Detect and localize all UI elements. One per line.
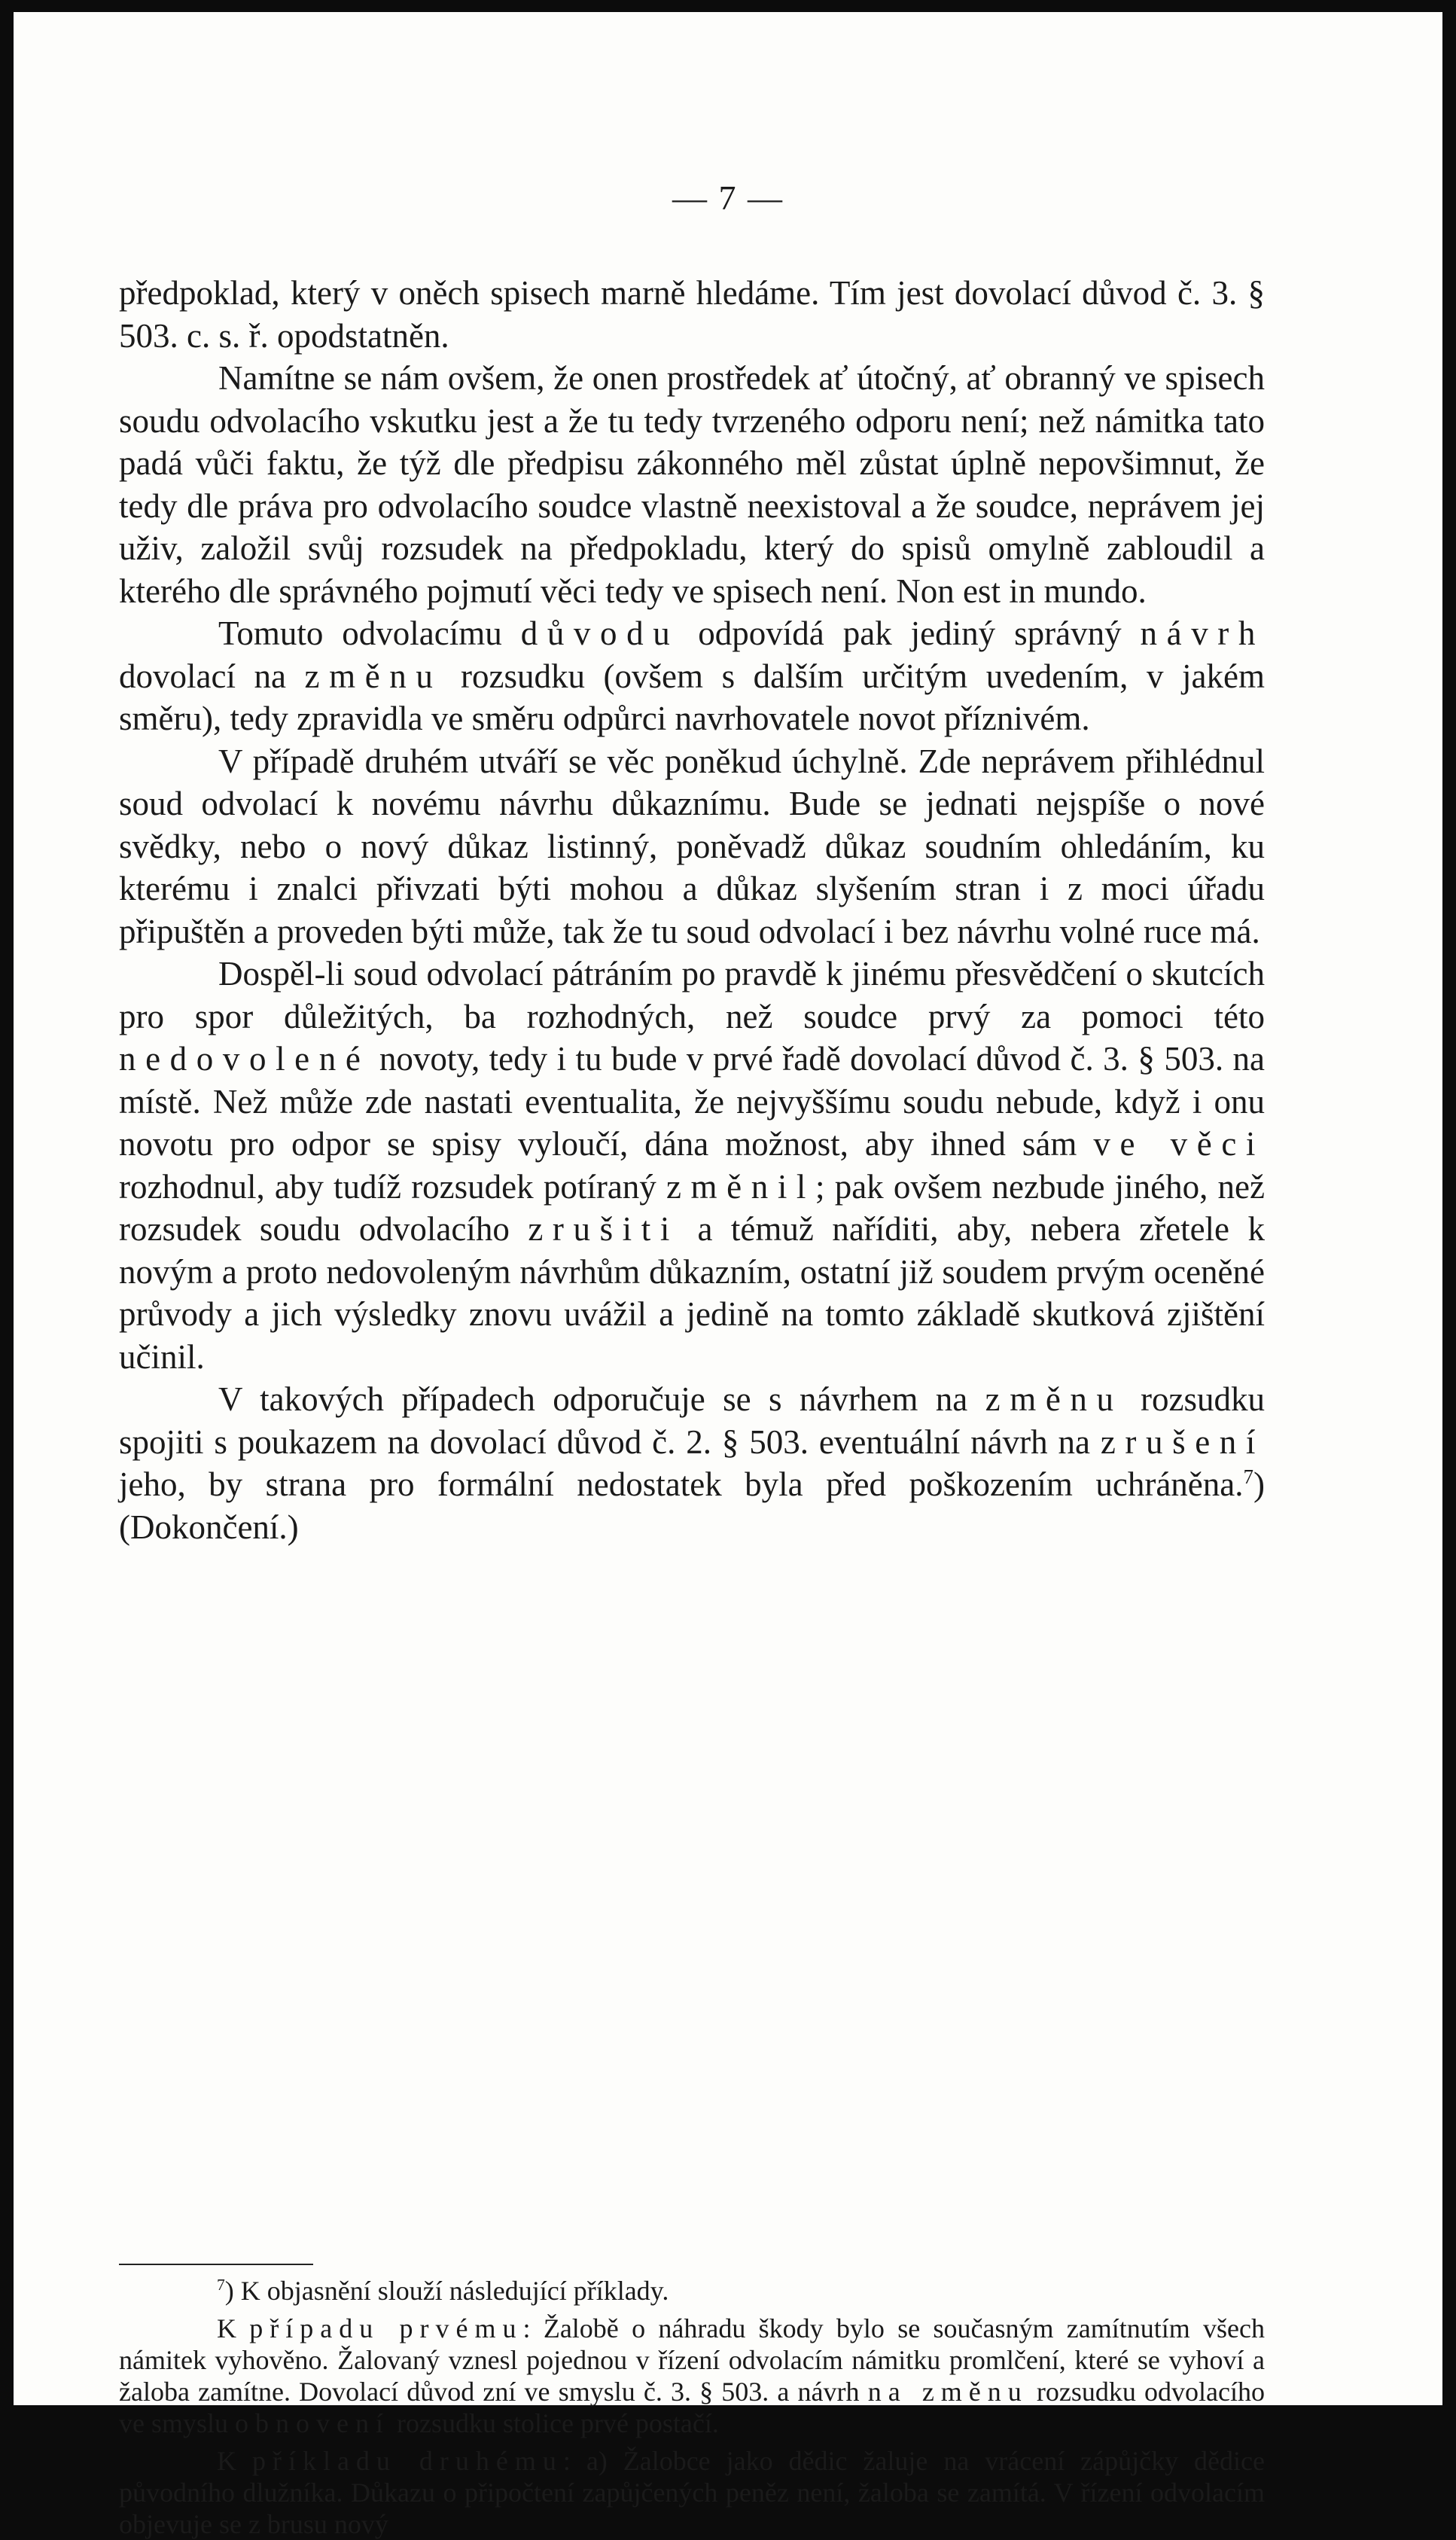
text-run: V případě druhém utváří se věc poněkud úchylně. Zde neprávem přihlédnul soud odvolací k novému návrhu důkaznímu. Bude se jednati nejspíše o nové svědky, nebo o nový důkaz listinný, poněvadž důkaz soudním ohledáním, ku kterému i znalci přivzati býti mohou a důkaz slyšením stran i z moci úřadu připuštěn a proveden býti může, tak že tu soud odvolací i bez návrhu volné ruce má. [119, 742, 1265, 950]
text-run: : Žalobě o náhradu škody bylo se současným zamítnutím všech námitek vyhověno. Žalovaný vznesl pojednou v řízení odvolacím námitku promlčení, které se vyhoví a žaloba zamítne. Dovolací důvod zní ve smyslu č. 3. § 503. a návrh [119, 2313, 1266, 2407]
body-text [119, 272, 1265, 1548]
text-run: ) K objasnění slouží následující příklady. [224, 2276, 669, 2306]
book-page [14, 12, 1442, 2539]
footnote-marker: 7 [1243, 1465, 1253, 1488]
spaced-emphasis: důvodu [520, 614, 680, 652]
spaced-emphasis: změnil [666, 1167, 816, 1206]
spaced-emphasis: zrušení [1100, 1422, 1265, 1461]
paragraph [119, 1378, 1265, 1548]
page-number: — 7 — [672, 178, 784, 217]
text-run: a témuž naříditi, aby, nebera zřetele k novým a proto nedovoleným návrhům důkazním, ostatní již soudem prvým oceněné průvody a jich výsledky znovu uvážil a jedině na tomto základě skutková zjištění učinil. [119, 1210, 1265, 1376]
footnotes [119, 2275, 1265, 2540]
footnote-paragraph [119, 2275, 1265, 2307]
spaced-emphasis: na změnu [867, 2377, 1028, 2407]
text-run: ) (Dokončení.) [119, 1465, 1265, 1546]
footnote-paragraph [119, 2445, 1265, 2540]
spaced-emphasis: změnu [985, 1380, 1123, 1418]
text-run: rozsudku odvolacího ve smyslu [119, 2377, 1266, 2438]
paragraph [119, 740, 1265, 953]
spaced-emphasis: změnu [304, 657, 443, 695]
text-run: rozsudku spojiti s poukazem na dovolací důvod č. 2. § 503. eventuální návrh na [119, 1380, 1265, 1461]
paragraph [119, 357, 1265, 612]
text-run: rozsudku stolice prvé postačí. [390, 2408, 719, 2438]
text-run: Tomuto odvolacímu [218, 614, 521, 652]
spaced-emphasis: příkladu druhému [251, 2446, 563, 2476]
footnote-marker: 7 [217, 2276, 225, 2294]
text-run: Namítne se nám ovšem, že onen prostředek ať útočný, ať obranný ve spisech soudu odvolacího vskutku jest a že tu tedy tvrzeného odporu není; než námitka tato padá vůči faktu, že týž dle předpisu zákonného měl zůstat úplně nepovšimnut, že tedy dle práva pro odvolacího soudce vlastně neexistoval a že soudce, neprávem jej uživ, založil svůj rozsudek na předpokladu, který do spisů omylně zabloudil a kterého dle správného pojmutí věci tedy ve spisech není. Non est in mundo. [119, 359, 1265, 610]
text-run: odpovídá pak jediný správný [679, 614, 1141, 652]
text-run: : a) Žalobce jako dědic žaluje na vrácení zápůjčky dědice původního dlužníka. Důkazu o připočtení zapůjčených peněz není, žaloba se zamítá. V řízení odvolacím objevuje se z brusu nový [119, 2446, 1265, 2539]
text-run: Dospěl-li soud odvolací pátráním po pravdě k jinému přesvědčení o skutcích pro spor důležitých, ba rozhodných, než soudce prvý za pomoci této [119, 955, 1265, 1035]
text-run: novoty, tedy i tu bude v prvé řadě dovolací důvod č. 3. § 503. na místě. Než může zde nastati eventualita, že nejvyššímu soudu nebude, když i onu novotu pro odpor se spisy vyloučí, dána možnost, aby ihned sám [119, 1040, 1265, 1163]
text-run: ; pak ovšem nezbude jiného, než rozsudek soudu odvolacího [119, 1167, 1265, 1248]
spaced-emphasis: nedovolené [119, 1040, 370, 1078]
footnote-paragraph [119, 2313, 1265, 2439]
spaced-emphasis: případu prvému [249, 2313, 523, 2343]
spaced-emphasis: návrh [1140, 614, 1265, 652]
footnote-separator [119, 2264, 313, 2265]
text-run: rozsudku (ovšem s dalším určitým uvedením, v jakém směru), tedy zpravidla ve směru odpůrci navrhovatele novot příznivém. [119, 657, 1265, 737]
paragraph [119, 272, 1265, 357]
text-run: dovolací na [119, 657, 305, 695]
text-run: jeho, by strana pro formální nedostatek byla před poškozením uchráněna. [119, 1465, 1244, 1503]
text-run: K [217, 2446, 252, 2476]
text-run: předpoklad, který v oněch spisech marně hledáme. Tím jest dovolací důvod č. 3. § 503. c. s. ř. opodstatněn. [119, 274, 1265, 355]
text-run: V takových případech odporučuje se s návrhem na [218, 1380, 985, 1418]
paragraph [119, 612, 1265, 740]
spaced-emphasis: ve věci [1093, 1125, 1265, 1163]
text-run: rozhodnul, aby tudíž rozsudek potíraný [119, 1167, 666, 1206]
spaced-emphasis: obnovení [235, 2408, 390, 2438]
spaced-emphasis: zrušiti [528, 1210, 679, 1248]
text-run: K [217, 2313, 250, 2343]
paragraph [119, 953, 1265, 1378]
